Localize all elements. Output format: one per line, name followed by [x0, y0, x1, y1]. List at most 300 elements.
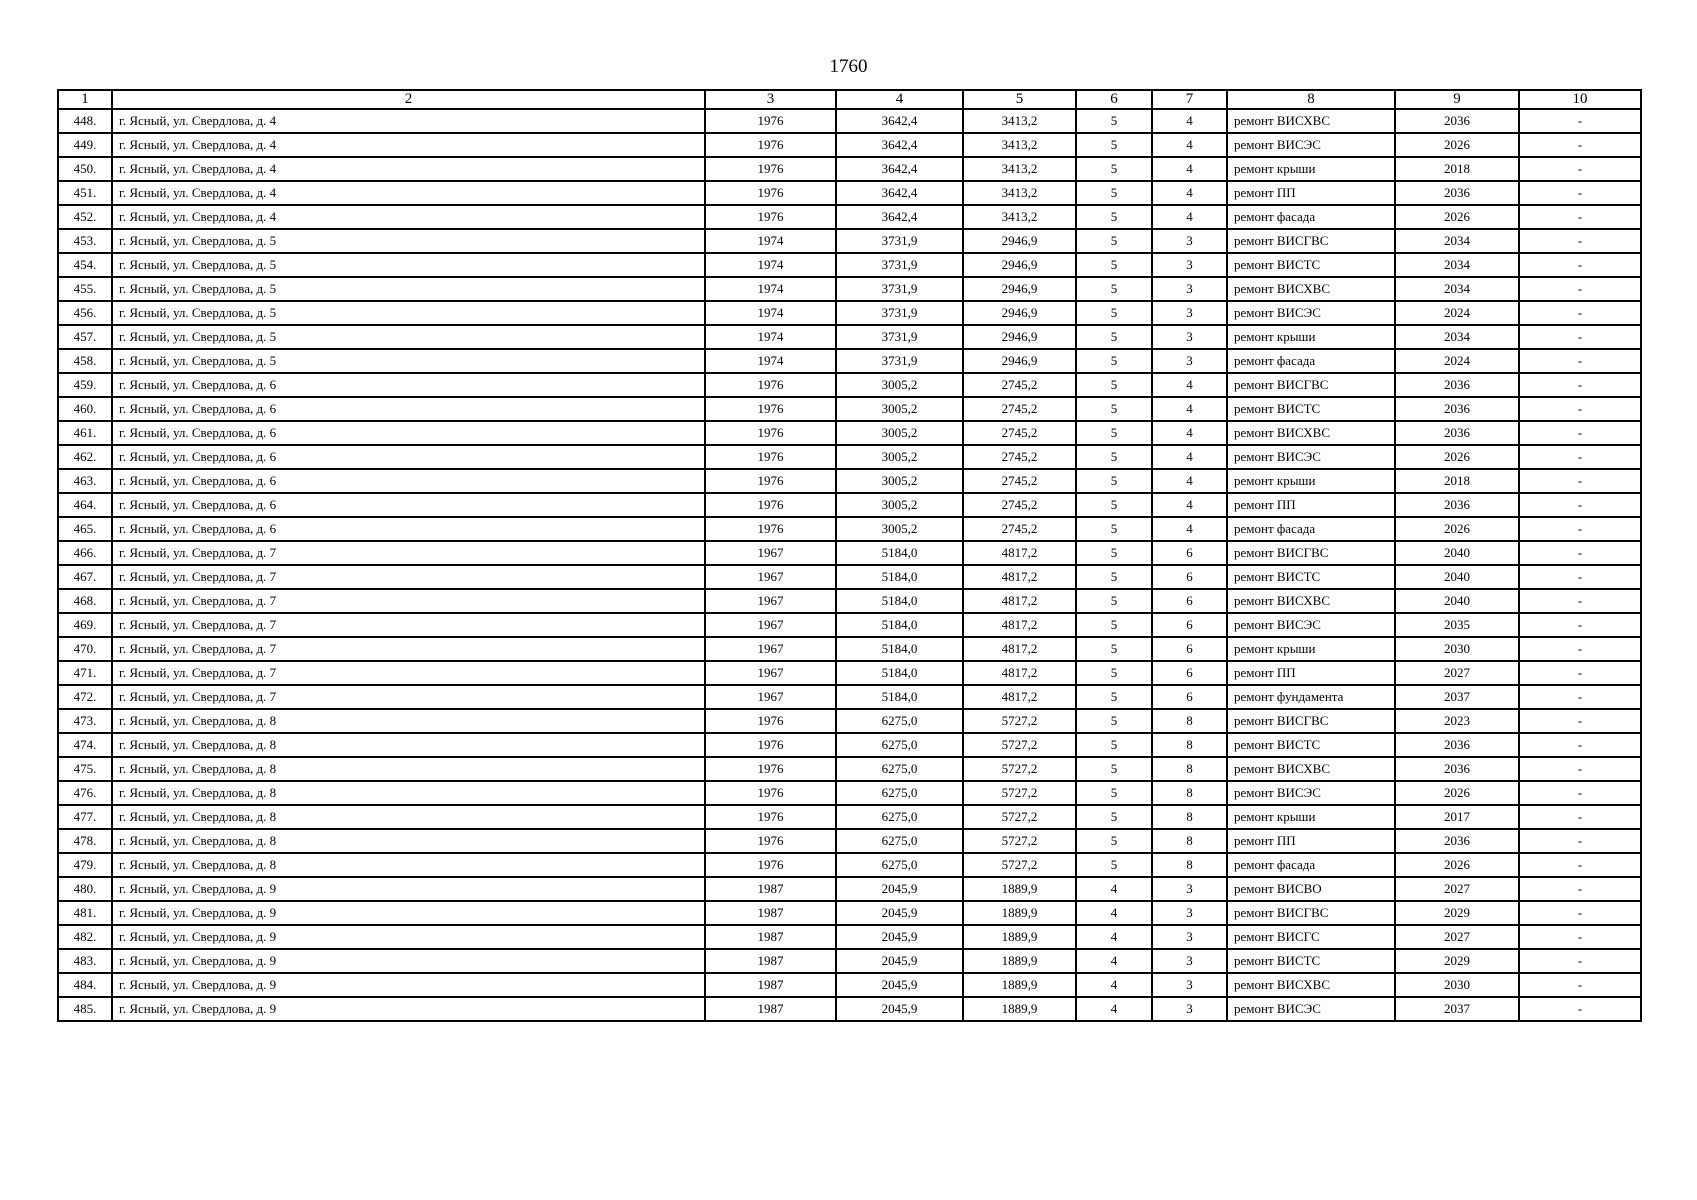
- cell-planned-year: 2026: [1395, 133, 1519, 157]
- cell-planned-year: 2018: [1395, 469, 1519, 493]
- cell-planned-year: 2027: [1395, 661, 1519, 685]
- cell-address: г. Ясный, ул. Свердлова, д. 6: [112, 421, 705, 445]
- cell-entrances: 8: [1152, 829, 1227, 853]
- cell-year-built: 1987: [705, 973, 836, 997]
- cell-address: г. Ясный, ул. Свердлова, д. 8: [112, 805, 705, 829]
- cell-address: г. Ясный, ул. Свердлова, д. 4: [112, 205, 705, 229]
- table-row: [58, 229, 1641, 253]
- cell-total-area: 3731,9: [836, 229, 963, 253]
- cell-planned-year: 2040: [1395, 565, 1519, 589]
- cell-work-type: ремонт фасада: [1227, 517, 1395, 541]
- cell-address: г. Ясный, ул. Свердлова, д. 7: [112, 637, 705, 661]
- cell-year-built: 1976: [705, 421, 836, 445]
- cell-entrances: 8: [1152, 853, 1227, 877]
- cell-floors: 5: [1076, 421, 1152, 445]
- cell-total-area: 3642,4: [836, 205, 963, 229]
- table-row: [58, 997, 1641, 1021]
- cell-planned-year: 2026: [1395, 517, 1519, 541]
- cell-floors: 5: [1076, 709, 1152, 733]
- cell-work-type: ремонт крыши: [1227, 325, 1395, 349]
- column-header-9: 9: [1395, 90, 1519, 109]
- table-row: [58, 349, 1641, 373]
- table-row: [58, 781, 1641, 805]
- cell-floors: 5: [1076, 541, 1152, 565]
- cell-planned-year: 2040: [1395, 541, 1519, 565]
- cell-note: -: [1519, 205, 1641, 229]
- cell-work-type: ремонт ВИСЭС: [1227, 445, 1395, 469]
- cell-planned-year: 2034: [1395, 229, 1519, 253]
- cell-entrances: 3: [1152, 877, 1227, 901]
- cell-entrances: 4: [1152, 205, 1227, 229]
- cell-planned-year: 2026: [1395, 205, 1519, 229]
- cell-row-number: 482.: [58, 925, 112, 949]
- cell-total-area: 3642,4: [836, 133, 963, 157]
- column-header-5: 5: [963, 90, 1076, 109]
- cell-total-area: 3731,9: [836, 325, 963, 349]
- cell-total-area: 3005,2: [836, 421, 963, 445]
- cell-address: г. Ясный, ул. Свердлова, д. 4: [112, 133, 705, 157]
- cell-row-number: 452.: [58, 205, 112, 229]
- cell-row-number: 459.: [58, 373, 112, 397]
- cell-total-area: 2045,9: [836, 997, 963, 1021]
- column-header-10: 10: [1519, 90, 1641, 109]
- table-row: [58, 373, 1641, 397]
- cell-year-built: 1967: [705, 637, 836, 661]
- cell-living-area: 5727,2: [963, 805, 1076, 829]
- table-row: [58, 493, 1641, 517]
- cell-total-area: 3642,4: [836, 109, 963, 133]
- cell-row-number: 456.: [58, 301, 112, 325]
- cell-note: -: [1519, 853, 1641, 877]
- cell-planned-year: 2035: [1395, 613, 1519, 637]
- cell-living-area: 4817,2: [963, 637, 1076, 661]
- cell-address: г. Ясный, ул. Свердлова, д. 5: [112, 253, 705, 277]
- cell-entrances: 6: [1152, 589, 1227, 613]
- cell-note: -: [1519, 277, 1641, 301]
- cell-total-area: 2045,9: [836, 949, 963, 973]
- cell-row-number: 466.: [58, 541, 112, 565]
- cell-total-area: 3005,2: [836, 493, 963, 517]
- cell-work-type: ремонт ВИСГВС: [1227, 229, 1395, 253]
- cell-work-type: ремонт фасада: [1227, 853, 1395, 877]
- cell-note: -: [1519, 757, 1641, 781]
- cell-row-number: 470.: [58, 637, 112, 661]
- cell-year-built: 1976: [705, 781, 836, 805]
- cell-note: -: [1519, 253, 1641, 277]
- cell-planned-year: 2030: [1395, 637, 1519, 661]
- cell-address: г. Ясный, ул. Свердлова, д. 9: [112, 925, 705, 949]
- table-row: [58, 877, 1641, 901]
- cell-row-number: 465.: [58, 517, 112, 541]
- cell-address: г. Ясный, ул. Свердлова, д. 9: [112, 997, 705, 1021]
- cell-living-area: 4817,2: [963, 565, 1076, 589]
- cell-year-built: 1987: [705, 997, 836, 1021]
- cell-address: г. Ясный, ул. Свердлова, д. 7: [112, 685, 705, 709]
- cell-floors: 5: [1076, 637, 1152, 661]
- cell-living-area: 5727,2: [963, 853, 1076, 877]
- cell-address: г. Ясный, ул. Свердлова, д. 6: [112, 517, 705, 541]
- cell-planned-year: 2036: [1395, 733, 1519, 757]
- cell-planned-year: 2017: [1395, 805, 1519, 829]
- cell-work-type: ремонт ПП: [1227, 661, 1395, 685]
- page-number: 1760: [829, 56, 868, 77]
- cell-note: -: [1519, 877, 1641, 901]
- cell-total-area: 6275,0: [836, 805, 963, 829]
- cell-total-area: 5184,0: [836, 685, 963, 709]
- cell-note: -: [1519, 781, 1641, 805]
- cell-total-area: 2045,9: [836, 973, 963, 997]
- table-header-row: [58, 90, 1641, 109]
- table-row: [58, 853, 1641, 877]
- cell-planned-year: 2027: [1395, 877, 1519, 901]
- cell-planned-year: 2036: [1395, 493, 1519, 517]
- cell-floors: 5: [1076, 325, 1152, 349]
- cell-year-built: 1976: [705, 157, 836, 181]
- cell-entrances: 6: [1152, 613, 1227, 637]
- cell-row-number: 463.: [58, 469, 112, 493]
- column-header-2: 2: [112, 90, 705, 109]
- table-row: [58, 469, 1641, 493]
- cell-planned-year: 2027: [1395, 925, 1519, 949]
- cell-note: -: [1519, 733, 1641, 757]
- cell-planned-year: 2036: [1395, 421, 1519, 445]
- cell-note: -: [1519, 973, 1641, 997]
- cell-row-number: 473.: [58, 709, 112, 733]
- cell-address: г. Ясный, ул. Свердлова, д. 6: [112, 445, 705, 469]
- cell-year-built: 1974: [705, 229, 836, 253]
- cell-living-area: 3413,2: [963, 133, 1076, 157]
- cell-year-built: 1976: [705, 757, 836, 781]
- cell-total-area: 6275,0: [836, 709, 963, 733]
- cell-total-area: 3731,9: [836, 277, 963, 301]
- cell-floors: 5: [1076, 781, 1152, 805]
- cell-work-type: ремонт ВИСХВС: [1227, 757, 1395, 781]
- cell-address: г. Ясный, ул. Свердлова, д. 5: [112, 229, 705, 253]
- cell-work-type: ремонт фасада: [1227, 349, 1395, 373]
- cell-entrances: 8: [1152, 805, 1227, 829]
- cell-total-area: 3005,2: [836, 373, 963, 397]
- cell-entrances: 4: [1152, 421, 1227, 445]
- cell-floors: 5: [1076, 685, 1152, 709]
- cell-year-built: 1976: [705, 469, 836, 493]
- cell-year-built: 1976: [705, 373, 836, 397]
- column-header-4: 4: [836, 90, 963, 109]
- cell-total-area: 2045,9: [836, 925, 963, 949]
- cell-row-number: 460.: [58, 397, 112, 421]
- cell-row-number: 458.: [58, 349, 112, 373]
- cell-address: г. Ясный, ул. Свердлова, д. 5: [112, 349, 705, 373]
- cell-row-number: 449.: [58, 133, 112, 157]
- cell-work-type: ремонт крыши: [1227, 469, 1395, 493]
- cell-planned-year: 2029: [1395, 949, 1519, 973]
- cell-living-area: 2745,2: [963, 421, 1076, 445]
- cell-year-built: 1987: [705, 901, 836, 925]
- cell-row-number: 451.: [58, 181, 112, 205]
- cell-work-type: ремонт ПП: [1227, 181, 1395, 205]
- cell-total-area: 5184,0: [836, 661, 963, 685]
- cell-entrances: 8: [1152, 709, 1227, 733]
- cell-entrances: 4: [1152, 181, 1227, 205]
- table-row: [58, 421, 1641, 445]
- cell-entrances: 3: [1152, 229, 1227, 253]
- cell-row-number: 480.: [58, 877, 112, 901]
- cell-total-area: 6275,0: [836, 781, 963, 805]
- cell-planned-year: 2040: [1395, 589, 1519, 613]
- cell-row-number: 476.: [58, 781, 112, 805]
- cell-note: -: [1519, 397, 1641, 421]
- cell-entrances: 3: [1152, 925, 1227, 949]
- cell-note: -: [1519, 613, 1641, 637]
- cell-entrances: 3: [1152, 301, 1227, 325]
- table-row: [58, 757, 1641, 781]
- cell-year-built: 1974: [705, 349, 836, 373]
- cell-planned-year: 2034: [1395, 253, 1519, 277]
- cell-planned-year: 2018: [1395, 157, 1519, 181]
- cell-work-type: ремонт ВИСЭС: [1227, 133, 1395, 157]
- cell-work-type: ремонт ВИСТС: [1227, 949, 1395, 973]
- cell-address: г. Ясный, ул. Свердлова, д. 5: [112, 301, 705, 325]
- cell-year-built: 1976: [705, 805, 836, 829]
- cell-address: г. Ясный, ул. Свердлова, д. 8: [112, 733, 705, 757]
- cell-living-area: 5727,2: [963, 829, 1076, 853]
- cell-floors: 5: [1076, 301, 1152, 325]
- cell-floors: 4: [1076, 949, 1152, 973]
- cell-year-built: 1976: [705, 517, 836, 541]
- cell-year-built: 1967: [705, 661, 836, 685]
- cell-entrances: 6: [1152, 685, 1227, 709]
- cell-total-area: 5184,0: [836, 565, 963, 589]
- cell-floors: 4: [1076, 901, 1152, 925]
- cell-total-area: 3642,4: [836, 181, 963, 205]
- cell-address: г. Ясный, ул. Свердлова, д. 8: [112, 781, 705, 805]
- cell-living-area: 2946,9: [963, 301, 1076, 325]
- cell-floors: 4: [1076, 997, 1152, 1021]
- cell-floors: 5: [1076, 805, 1152, 829]
- column-header-8: 8: [1227, 90, 1395, 109]
- cell-note: -: [1519, 445, 1641, 469]
- cell-floors: 5: [1076, 229, 1152, 253]
- cell-note: -: [1519, 493, 1641, 517]
- cell-row-number: 457.: [58, 325, 112, 349]
- cell-entrances: 4: [1152, 373, 1227, 397]
- cell-work-type: ремонт ПП: [1227, 829, 1395, 853]
- cell-total-area: 3005,2: [836, 469, 963, 493]
- cell-note: -: [1519, 541, 1641, 565]
- cell-living-area: 2946,9: [963, 229, 1076, 253]
- cell-year-built: 1967: [705, 685, 836, 709]
- cell-work-type: ремонт фундамента: [1227, 685, 1395, 709]
- cell-address: г. Ясный, ул. Свердлова, д. 7: [112, 661, 705, 685]
- cell-row-number: 455.: [58, 277, 112, 301]
- column-header-3: 3: [705, 90, 836, 109]
- cell-address: г. Ясный, ул. Свердлова, д. 5: [112, 277, 705, 301]
- cell-address: г. Ясный, ул. Свердлова, д. 4: [112, 181, 705, 205]
- cell-year-built: 1976: [705, 133, 836, 157]
- cell-year-built: 1987: [705, 925, 836, 949]
- cell-total-area: 5184,0: [836, 613, 963, 637]
- cell-entrances: 8: [1152, 733, 1227, 757]
- cell-total-area: 6275,0: [836, 733, 963, 757]
- cell-living-area: 2745,2: [963, 373, 1076, 397]
- cell-address: г. Ясный, ул. Свердлова, д. 8: [112, 757, 705, 781]
- cell-year-built: 1976: [705, 109, 836, 133]
- cell-work-type: ремонт крыши: [1227, 157, 1395, 181]
- cell-living-area: 2946,9: [963, 277, 1076, 301]
- cell-planned-year: 2029: [1395, 901, 1519, 925]
- cell-living-area: 1889,9: [963, 949, 1076, 973]
- cell-living-area: 3413,2: [963, 205, 1076, 229]
- cell-floors: 5: [1076, 109, 1152, 133]
- cell-entrances: 3: [1152, 277, 1227, 301]
- cell-planned-year: 2024: [1395, 349, 1519, 373]
- cell-row-number: 462.: [58, 445, 112, 469]
- cell-note: -: [1519, 469, 1641, 493]
- table-row: [58, 325, 1641, 349]
- cell-planned-year: 2026: [1395, 781, 1519, 805]
- cell-living-area: 2946,9: [963, 253, 1076, 277]
- cell-year-built: 1987: [705, 949, 836, 973]
- cell-address: г. Ясный, ул. Свердлова, д. 7: [112, 589, 705, 613]
- cell-work-type: ремонт ВИСГВС: [1227, 709, 1395, 733]
- table-row: [58, 949, 1641, 973]
- cell-floors: 5: [1076, 517, 1152, 541]
- table-row: [58, 517, 1641, 541]
- cell-work-type: ремонт ВИСХВС: [1227, 589, 1395, 613]
- cell-work-type: ремонт ВИСЭС: [1227, 781, 1395, 805]
- cell-work-type: ремонт ВИСГВС: [1227, 901, 1395, 925]
- cell-entrances: 6: [1152, 565, 1227, 589]
- cell-row-number: 479.: [58, 853, 112, 877]
- cell-planned-year: 2030: [1395, 973, 1519, 997]
- cell-total-area: 2045,9: [836, 901, 963, 925]
- cell-planned-year: 2026: [1395, 853, 1519, 877]
- cell-entrances: 4: [1152, 133, 1227, 157]
- cell-work-type: ремонт ВИСХВС: [1227, 109, 1395, 133]
- cell-work-type: ремонт ВИСЭС: [1227, 997, 1395, 1021]
- cell-entrances: 4: [1152, 445, 1227, 469]
- column-header-7: 7: [1152, 90, 1227, 109]
- cell-floors: 5: [1076, 181, 1152, 205]
- cell-entrances: 3: [1152, 973, 1227, 997]
- table-row: [58, 637, 1641, 661]
- cell-planned-year: 2036: [1395, 829, 1519, 853]
- cell-planned-year: 2036: [1395, 181, 1519, 205]
- cell-entrances: 3: [1152, 949, 1227, 973]
- cell-entrances: 3: [1152, 997, 1227, 1021]
- cell-work-type: ремонт ВИСЭС: [1227, 613, 1395, 637]
- cell-entrances: 3: [1152, 325, 1227, 349]
- cell-entrances: 8: [1152, 781, 1227, 805]
- table-row: [58, 661, 1641, 685]
- cell-note: -: [1519, 685, 1641, 709]
- cell-planned-year: 2026: [1395, 445, 1519, 469]
- cell-living-area: 3413,2: [963, 109, 1076, 133]
- cell-total-area: 2045,9: [836, 877, 963, 901]
- cell-row-number: 478.: [58, 829, 112, 853]
- cell-living-area: 4817,2: [963, 685, 1076, 709]
- cell-floors: 5: [1076, 829, 1152, 853]
- cell-total-area: 6275,0: [836, 757, 963, 781]
- cell-total-area: 3005,2: [836, 517, 963, 541]
- cell-address: г. Ясный, ул. Свердлова, д. 9: [112, 973, 705, 997]
- cell-work-type: ремонт ВИСТС: [1227, 397, 1395, 421]
- cell-entrances: 3: [1152, 349, 1227, 373]
- cell-total-area: 6275,0: [836, 829, 963, 853]
- cell-living-area: 2745,2: [963, 493, 1076, 517]
- cell-note: -: [1519, 373, 1641, 397]
- cell-entrances: 4: [1152, 397, 1227, 421]
- cell-row-number: 461.: [58, 421, 112, 445]
- cell-work-type: ремонт ВИСГВС: [1227, 373, 1395, 397]
- cell-entrances: 8: [1152, 757, 1227, 781]
- cell-year-built: 1976: [705, 733, 836, 757]
- cell-year-built: 1967: [705, 565, 836, 589]
- cell-note: -: [1519, 805, 1641, 829]
- cell-row-number: 453.: [58, 229, 112, 253]
- cell-address: г. Ясный, ул. Свердлова, д. 9: [112, 901, 705, 925]
- cell-planned-year: 2034: [1395, 277, 1519, 301]
- cell-entrances: 4: [1152, 469, 1227, 493]
- cell-living-area: 1889,9: [963, 901, 1076, 925]
- cell-entrances: 6: [1152, 637, 1227, 661]
- cell-total-area: 3731,9: [836, 301, 963, 325]
- cell-year-built: 1974: [705, 325, 836, 349]
- table-row: [58, 157, 1641, 181]
- cell-work-type: ремонт ВИСВО: [1227, 877, 1395, 901]
- cell-note: -: [1519, 181, 1641, 205]
- cell-address: г. Ясный, ул. Свердлова, д. 6: [112, 397, 705, 421]
- cell-living-area: 4817,2: [963, 541, 1076, 565]
- cell-year-built: 1974: [705, 301, 836, 325]
- table-row: [58, 205, 1641, 229]
- cell-work-type: ремонт ВИСГС: [1227, 925, 1395, 949]
- cell-work-type: ремонт ВИСГВС: [1227, 541, 1395, 565]
- cell-floors: 5: [1076, 733, 1152, 757]
- cell-note: -: [1519, 661, 1641, 685]
- cell-work-type: ремонт фасада: [1227, 205, 1395, 229]
- cell-floors: 5: [1076, 565, 1152, 589]
- cell-entrances: 6: [1152, 541, 1227, 565]
- cell-floors: 5: [1076, 589, 1152, 613]
- cell-address: г. Ясный, ул. Свердлова, д. 6: [112, 469, 705, 493]
- cell-planned-year: 2034: [1395, 325, 1519, 349]
- cell-row-number: 484.: [58, 973, 112, 997]
- cell-planned-year: 2037: [1395, 997, 1519, 1021]
- cell-work-type: ремонт ПП: [1227, 493, 1395, 517]
- cell-total-area: 5184,0: [836, 541, 963, 565]
- cell-planned-year: 2036: [1395, 397, 1519, 421]
- cell-address: г. Ясный, ул. Свердлова, д. 5: [112, 325, 705, 349]
- cell-floors: 4: [1076, 877, 1152, 901]
- cell-year-built: 1967: [705, 541, 836, 565]
- cell-note: -: [1519, 517, 1641, 541]
- cell-address: г. Ясный, ул. Свердлова, д. 9: [112, 949, 705, 973]
- cell-planned-year: 2023: [1395, 709, 1519, 733]
- cell-floors: 4: [1076, 925, 1152, 949]
- cell-entrances: 6: [1152, 661, 1227, 685]
- cell-floors: 5: [1076, 349, 1152, 373]
- cell-floors: 5: [1076, 157, 1152, 181]
- cell-total-area: 3731,9: [836, 253, 963, 277]
- table-row: [58, 733, 1641, 757]
- cell-living-area: 2946,9: [963, 325, 1076, 349]
- cell-row-number: 469.: [58, 613, 112, 637]
- cell-note: -: [1519, 901, 1641, 925]
- cell-entrances: 4: [1152, 517, 1227, 541]
- cell-note: -: [1519, 925, 1641, 949]
- cell-floors: 5: [1076, 493, 1152, 517]
- cell-work-type: ремонт ВИСХВС: [1227, 421, 1395, 445]
